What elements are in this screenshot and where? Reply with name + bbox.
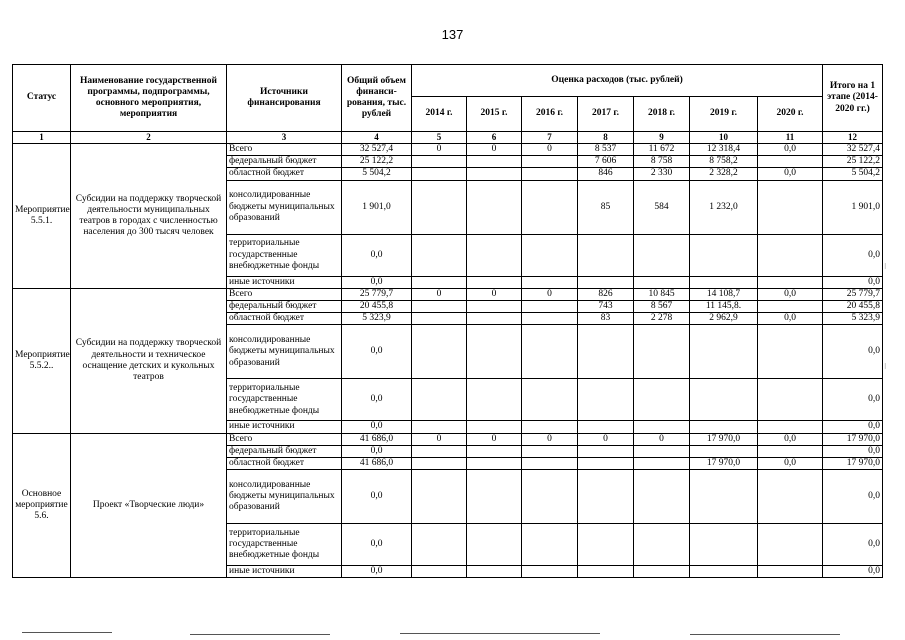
- year-value-cell: 0: [522, 288, 578, 300]
- funding-source-cell: территориальные государственные внебюджетные фонды: [227, 234, 342, 276]
- column-number: 8: [578, 132, 634, 144]
- year-value-cell: [578, 458, 634, 470]
- year-value-cell: 0,0: [758, 458, 823, 470]
- year-value-cell: [690, 234, 758, 276]
- year-value-cell: [634, 276, 690, 288]
- year-value-cell: [467, 421, 522, 433]
- year-value-cell: [412, 325, 467, 379]
- year-value-cell: 0: [634, 433, 690, 445]
- funding-source-cell: областной бюджет: [227, 458, 342, 470]
- year-value-cell: [467, 313, 522, 325]
- total-cell: 0,0: [342, 445, 412, 457]
- stage-total-cell: 17 970,0: [823, 433, 883, 445]
- year-value-cell: 11 145,8.: [690, 301, 758, 313]
- year-value-cell: 743: [578, 301, 634, 313]
- year-value-cell: 826: [578, 288, 634, 300]
- year-value-cell: [412, 445, 467, 457]
- year-value-cell: 8 537: [578, 144, 634, 156]
- year-value-cell: [412, 379, 467, 421]
- scan-mark: ⁝: [884, 362, 887, 371]
- total-cell: 0,0: [342, 379, 412, 421]
- year-value-cell: [412, 458, 467, 470]
- column-number: 11: [758, 132, 823, 144]
- column-number: 2: [71, 132, 227, 144]
- year-value-cell: [578, 524, 634, 566]
- stage-total-cell: 25 122,2: [823, 156, 883, 168]
- total-cell: 5 323,9: [342, 313, 412, 325]
- total-cell: 0,0: [342, 325, 412, 379]
- total-cell: 5 504,2: [342, 168, 412, 180]
- header-year: 2019 г.: [690, 97, 758, 132]
- year-value-cell: [634, 470, 690, 524]
- funding-source-cell: Всего: [227, 144, 342, 156]
- year-value-cell: [467, 168, 522, 180]
- year-value-cell: [758, 180, 823, 234]
- year-value-cell: 0: [412, 288, 467, 300]
- year-value-cell: [522, 313, 578, 325]
- year-value-cell: [467, 234, 522, 276]
- header-status: Статус: [13, 65, 71, 132]
- funding-source-cell: консолидированные бюджеты муниципальных образований: [227, 325, 342, 379]
- year-value-cell: [634, 524, 690, 566]
- column-number: 5: [412, 132, 467, 144]
- year-value-cell: [412, 301, 467, 313]
- column-number: 1: [13, 132, 71, 144]
- year-value-cell: 0,0: [758, 288, 823, 300]
- year-value-cell: [412, 276, 467, 288]
- column-number: 10: [690, 132, 758, 144]
- stage-total-cell: 0,0: [823, 524, 883, 566]
- funding-source-cell: областной бюджет: [227, 168, 342, 180]
- year-value-cell: [522, 421, 578, 433]
- year-value-cell: [634, 379, 690, 421]
- year-value-cell: 2 962,9: [690, 313, 758, 325]
- column-number: 6: [467, 132, 522, 144]
- year-value-cell: 17 970,0: [690, 433, 758, 445]
- scan-line: [690, 634, 840, 635]
- total-cell: 0,0: [342, 524, 412, 566]
- status-cell: Мероприятие 5.5.2..: [13, 288, 71, 433]
- funding-source-cell: Всего: [227, 433, 342, 445]
- year-value-cell: [578, 445, 634, 457]
- total-cell: 25 779,7: [342, 288, 412, 300]
- year-value-cell: [690, 445, 758, 457]
- status-cell: Основное мероприятие 5.6.: [13, 433, 71, 578]
- year-value-cell: [758, 325, 823, 379]
- year-value-cell: 11 672: [634, 144, 690, 156]
- total-cell: 1 901,0: [342, 180, 412, 234]
- year-value-cell: [578, 421, 634, 433]
- table-row: [13, 288, 883, 300]
- year-value-cell: [522, 524, 578, 566]
- year-value-cell: 0: [467, 288, 522, 300]
- year-value-cell: [578, 470, 634, 524]
- scan-line: [190, 634, 330, 635]
- header-year: 2016 г.: [522, 97, 578, 132]
- year-value-cell: [690, 524, 758, 566]
- year-value-cell: 17 970,0: [690, 458, 758, 470]
- stage-total-cell: 5 504,2: [823, 168, 883, 180]
- year-value-cell: [522, 379, 578, 421]
- total-cell: 0,0: [342, 566, 412, 578]
- year-value-cell: 14 108,7: [690, 288, 758, 300]
- status-cell: Мероприятие 5.5.1.: [13, 144, 71, 289]
- column-number: 7: [522, 132, 578, 144]
- year-value-cell: [634, 566, 690, 578]
- year-value-cell: [634, 445, 690, 457]
- header-year: 2014 г.: [412, 97, 467, 132]
- year-value-cell: [412, 421, 467, 433]
- measure-name-cell: Субсидии на поддержку творческой деятельности и техническое оснащение детских и кукольных театров: [71, 288, 227, 433]
- year-value-cell: 0: [467, 433, 522, 445]
- year-value-cell: [690, 470, 758, 524]
- stage-total-cell: 0,0: [823, 421, 883, 433]
- table-row: [13, 433, 883, 445]
- year-value-cell: [412, 313, 467, 325]
- year-value-cell: [578, 566, 634, 578]
- year-value-cell: [758, 379, 823, 421]
- stage-total-cell: 25 779,7: [823, 288, 883, 300]
- header-total: Общий объем финанси-рования, тыс. рублей: [342, 65, 412, 132]
- year-value-cell: [467, 379, 522, 421]
- column-number: 3: [227, 132, 342, 144]
- year-value-cell: 10 845: [634, 288, 690, 300]
- year-value-cell: 8 567: [634, 301, 690, 313]
- year-value-cell: [467, 325, 522, 379]
- total-cell: 0,0: [342, 421, 412, 433]
- year-value-cell: [522, 566, 578, 578]
- year-value-cell: [578, 234, 634, 276]
- year-value-cell: [758, 445, 823, 457]
- year-value-cell: [522, 458, 578, 470]
- header-year: 2020 г.: [758, 97, 823, 132]
- year-value-cell: [467, 566, 522, 578]
- total-cell: 32 527,4: [342, 144, 412, 156]
- year-value-cell: [467, 301, 522, 313]
- total-cell: 0,0: [342, 470, 412, 524]
- year-value-cell: 2 278: [634, 313, 690, 325]
- year-value-cell: [522, 301, 578, 313]
- year-value-cell: [690, 379, 758, 421]
- year-value-cell: 0: [522, 433, 578, 445]
- stage-total-cell: 1 901,0: [823, 180, 883, 234]
- year-value-cell: [467, 276, 522, 288]
- funding-source-cell: территориальные государственные внебюджетные фонды: [227, 524, 342, 566]
- year-value-cell: [412, 168, 467, 180]
- header-name: Наименование государственной программы, подпрограммы, основного мероприятия, мероприятия: [71, 65, 227, 132]
- year-value-cell: [758, 276, 823, 288]
- year-value-cell: [690, 421, 758, 433]
- year-value-cell: 7 606: [578, 156, 634, 168]
- funding-source-cell: иные источники: [227, 566, 342, 578]
- stage-total-cell: 0,0: [823, 325, 883, 379]
- year-value-cell: 846: [578, 168, 634, 180]
- year-value-cell: [522, 234, 578, 276]
- year-value-cell: [690, 566, 758, 578]
- header-year: 2018 г.: [634, 97, 690, 132]
- year-value-cell: [467, 445, 522, 457]
- stage-total-cell: 5 323,9: [823, 313, 883, 325]
- header-stage-total: Итого на 1 этапе (2014-2020 гг.): [823, 65, 883, 132]
- funding-source-cell: федеральный бюджет: [227, 445, 342, 457]
- year-value-cell: [758, 421, 823, 433]
- funding-source-cell: иные источники: [227, 276, 342, 288]
- year-value-cell: [412, 524, 467, 566]
- funding-source-cell: Всего: [227, 288, 342, 300]
- funding-source-cell: областной бюджет: [227, 313, 342, 325]
- financing-table: [12, 64, 883, 578]
- funding-source-cell: территориальные государственные внебюджетные фонды: [227, 379, 342, 421]
- total-cell: 41 686,0: [342, 433, 412, 445]
- year-value-cell: [412, 470, 467, 524]
- year-value-cell: 0,0: [758, 433, 823, 445]
- year-value-cell: 0: [467, 144, 522, 156]
- stage-total-cell: 0,0: [823, 234, 883, 276]
- year-value-cell: [758, 566, 823, 578]
- header-sources: Источники финансирования: [227, 65, 342, 132]
- total-cell: 0,0: [342, 234, 412, 276]
- year-value-cell: 2 330: [634, 168, 690, 180]
- year-value-cell: [467, 180, 522, 234]
- total-cell: 0,0: [342, 276, 412, 288]
- year-value-cell: 1 232,0: [690, 180, 758, 234]
- scan-mark: ⁝: [884, 262, 887, 271]
- year-value-cell: [522, 445, 578, 457]
- stage-total-cell: 32 527,4: [823, 144, 883, 156]
- stage-total-cell: 17 970,0: [823, 458, 883, 470]
- year-value-cell: [412, 180, 467, 234]
- year-value-cell: [690, 325, 758, 379]
- scan-line: [22, 632, 112, 633]
- stage-total-cell: 0,0: [823, 470, 883, 524]
- funding-source-cell: федеральный бюджет: [227, 301, 342, 313]
- page-number: 137: [441, 27, 464, 42]
- year-value-cell: [522, 325, 578, 379]
- year-value-cell: [578, 276, 634, 288]
- total-cell: 20 455,8: [342, 301, 412, 313]
- year-value-cell: [467, 458, 522, 470]
- funding-source-cell: консолидированные бюджеты муниципальных образований: [227, 180, 342, 234]
- header-year: 2017 г.: [578, 97, 634, 132]
- scan-line: [400, 633, 600, 634]
- year-value-cell: [634, 421, 690, 433]
- year-value-cell: 2 328,2: [690, 168, 758, 180]
- year-value-cell: 0: [412, 433, 467, 445]
- year-value-cell: [758, 156, 823, 168]
- year-value-cell: [634, 325, 690, 379]
- year-value-cell: [578, 379, 634, 421]
- year-value-cell: [412, 566, 467, 578]
- header-year: 2015 г.: [467, 97, 522, 132]
- year-value-cell: 85: [578, 180, 634, 234]
- year-value-cell: [412, 156, 467, 168]
- year-value-cell: 0,0: [758, 144, 823, 156]
- year-value-cell: [522, 180, 578, 234]
- year-value-cell: [634, 458, 690, 470]
- year-value-cell: [467, 156, 522, 168]
- stage-total-cell: 0,0: [823, 276, 883, 288]
- total-cell: 25 122,2: [342, 156, 412, 168]
- year-value-cell: 0: [412, 144, 467, 156]
- table-header: [13, 65, 883, 144]
- funding-source-cell: федеральный бюджет: [227, 156, 342, 168]
- year-value-cell: 0: [522, 144, 578, 156]
- stage-total-cell: 0,0: [823, 566, 883, 578]
- column-number: 4: [342, 132, 412, 144]
- stage-total-cell: 20 455,8: [823, 301, 883, 313]
- year-value-cell: 0: [578, 433, 634, 445]
- header-estimate: Оценка расходов (тыс. рублей): [412, 65, 823, 97]
- year-value-cell: [758, 234, 823, 276]
- year-value-cell: [634, 234, 690, 276]
- year-value-cell: [522, 470, 578, 524]
- year-value-cell: 584: [634, 180, 690, 234]
- year-value-cell: 8 758,2: [690, 156, 758, 168]
- year-value-cell: [690, 276, 758, 288]
- year-value-cell: 12 318,4: [690, 144, 758, 156]
- year-value-cell: [578, 325, 634, 379]
- measure-name-cell: Проект «Творческие люди»: [71, 433, 227, 578]
- year-value-cell: [758, 524, 823, 566]
- stage-total-cell: 0,0: [823, 379, 883, 421]
- year-value-cell: [522, 168, 578, 180]
- table-body: [13, 144, 883, 578]
- stage-total-cell: 0,0: [823, 445, 883, 457]
- measure-name-cell: Субсидии на поддержку творческой деятельности муниципальных театров в городах с численностью населения до 300 тысяч человек: [71, 144, 227, 289]
- column-number: 9: [634, 132, 690, 144]
- column-number: 12: [823, 132, 883, 144]
- total-cell: 41 686,0: [342, 458, 412, 470]
- year-value-cell: [758, 301, 823, 313]
- year-value-cell: [758, 470, 823, 524]
- table-row: [13, 144, 883, 156]
- year-value-cell: 8 758: [634, 156, 690, 168]
- funding-source-cell: иные источники: [227, 421, 342, 433]
- year-value-cell: [522, 276, 578, 288]
- year-value-cell: [467, 470, 522, 524]
- year-value-cell: 0,0: [758, 313, 823, 325]
- year-value-cell: [412, 234, 467, 276]
- funding-source-cell: консолидированные бюджеты муниципальных образований: [227, 470, 342, 524]
- year-value-cell: [522, 156, 578, 168]
- year-value-cell: 83: [578, 313, 634, 325]
- year-value-cell: 0,0: [758, 168, 823, 180]
- year-value-cell: [467, 524, 522, 566]
